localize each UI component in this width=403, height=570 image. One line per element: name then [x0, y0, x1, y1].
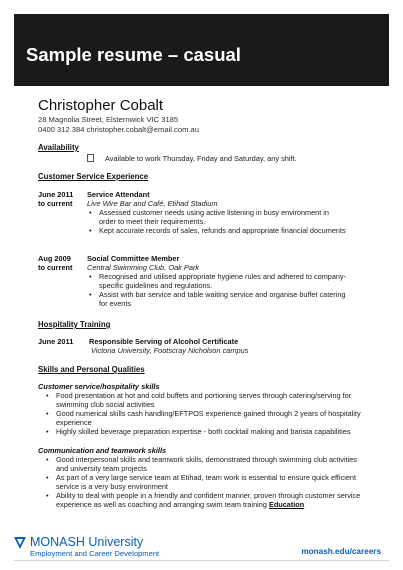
job-title: Social Committee Member — [87, 254, 180, 263]
list-item: • Good interpersonal skills and teamwork skills, demonstrated through swimming club activities and university team projects — [44, 456, 369, 474]
skills-heading: Skills and Personal Qualities — [38, 365, 145, 374]
list-item: • Assist with bar service and table waiting service and organise buffet catering for events — [87, 291, 347, 309]
title-banner — [14, 14, 389, 86]
job-date-start: June 2011 — [38, 190, 74, 199]
job-date-end: to current — [38, 199, 73, 208]
footer-url[interactable]: monash.edu/careers — [301, 547, 381, 556]
training-place: Victoria University, Footscray Nicholson campus — [91, 346, 249, 355]
job-title: Service Attendant — [87, 190, 150, 199]
candidate-name: Christopher Cobalt — [38, 97, 164, 114]
list-item: • As part of a very large service team at Etihad, team work is essential to ensure quick efficient service is a very busy environment — [44, 474, 369, 492]
education-label: Education — [268, 499, 305, 509]
job-date-start: Aug 2009 — [38, 254, 71, 263]
list-item: • Food presentation at hot and cold buffets and portioning serves through catering/serving for swimming club social activities — [44, 392, 369, 410]
page-title: Sample resume – casual — [26, 44, 241, 65]
org-name: MONASH University — [30, 535, 144, 549]
list-item-text: Ability to deal with people in a friendly and confident manner, proven through customer service experience as well as coaching and arranging swim team training — [56, 490, 361, 509]
job-bullets — [87, 273, 347, 309]
availability-heading: Availability — [38, 143, 79, 152]
list-item: • Recognised and utilised appropriate hygiene rules and adhered to company-specific guidelines and regulations. — [87, 273, 347, 291]
list-item: • Assessed customer needs using active listening in busy environment in order to meet their requirements. — [87, 209, 347, 227]
monash-shield-icon — [13, 536, 27, 550]
list-item: • Highly skilled beverage preparation expertise - both cocktail making and barista capabilities — [44, 428, 369, 437]
availability-text: Available to work Thursday, Friday and Saturday, any shift. — [105, 154, 297, 163]
job-place: Live Wire Bar and Café, Etihad Stadium — [87, 199, 218, 208]
org-department: Employment and Career Development — [30, 549, 160, 558]
training-title: Responsible Serving of Alcohol Certificate — [89, 337, 239, 346]
job-date-end: to current — [38, 263, 73, 272]
phone-email: 0400 312 384 christopher.cobalt@email.com.au — [38, 125, 199, 134]
skill-group-title: Communication and teamwork skills — [38, 446, 167, 455]
training-date: June 2011 — [38, 337, 74, 346]
experience-heading: Customer Service Experience — [38, 172, 149, 181]
address: 28 Magnolia Street, Elsternwick VIC 3185 — [38, 115, 179, 124]
skill-group-title: Customer service/hospitality skills — [38, 382, 160, 391]
checkbox-icon — [87, 154, 94, 162]
list-item: • Kept accurate records of sales, refunds and appropriate financial documents — [87, 227, 347, 236]
list-item: • Good numerical skills cash handling/EFTPOS experience gained through 2 years of hospitality experience — [44, 410, 369, 428]
job-place: Central Swimming Club, Oak Park — [87, 263, 200, 272]
job-bullets — [87, 209, 347, 236]
skill-bullets — [44, 392, 369, 437]
footer-divider — [14, 560, 389, 561]
list-item — [44, 492, 369, 510]
skill-bullets — [44, 456, 369, 509]
training-heading: Hospitality Training — [38, 320, 111, 329]
